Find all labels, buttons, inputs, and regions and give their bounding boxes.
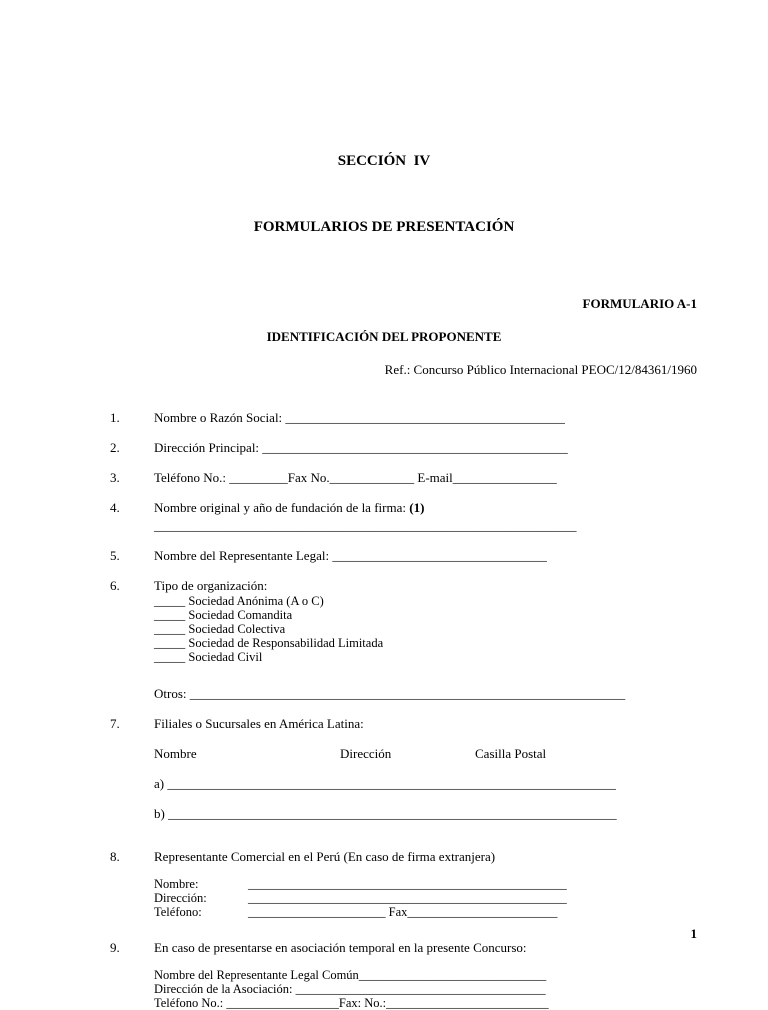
form-item-3 (110, 469, 697, 486)
form-item-8 (110, 848, 697, 919)
item-text: Nombre o Razón Social: ___________________________________________ (154, 410, 565, 425)
form-title: IDENTIFICACIÓN DEL PROPONENTE (266, 329, 502, 344)
item-body (154, 848, 697, 919)
field-row-direccion (154, 891, 697, 905)
form-item-7 (110, 715, 697, 822)
form-number: FORMULARIO A-1 (582, 296, 697, 311)
item-text-footnote-ref: (1) (409, 500, 425, 515)
item-number: 1. (110, 410, 120, 425)
item-number: 5. (110, 548, 120, 563)
form-item-1 (110, 409, 697, 426)
page-number: 1 (690, 926, 697, 941)
item-text: En caso de presentarse en asociación temporal en la presente Concurso: (154, 940, 527, 955)
form-item-6 (110, 577, 697, 702)
field-label: Dirección: (154, 891, 207, 905)
field-line-representante-comun: Nombre del Representante Legal Común______________________________ (154, 968, 547, 982)
column-header-nombre: Nombre (154, 746, 197, 761)
form-item-4 (110, 499, 697, 534)
organization-options (154, 594, 697, 664)
section-title-line1: SECCIÓN IV (337, 153, 431, 169)
reference-line: Ref.: Concurso Público Internacional PEOC/12/84361/1960 (384, 362, 697, 377)
fill-line-b: b) _____________________________________________________________________ (154, 806, 617, 821)
representative-fields (154, 877, 697, 919)
item-number: 6. (110, 578, 120, 593)
field-label: Nombre: (154, 877, 199, 891)
item-number: 8. (110, 849, 120, 864)
field-row-telefono (154, 905, 697, 919)
option-sociedad-responsabilidad-limitada: _____ Sociedad de Responsabilidad Limitada (154, 636, 384, 650)
item-body (154, 939, 697, 1010)
form-item-2 (110, 439, 697, 456)
item-text: Tipo de organización: (154, 578, 268, 593)
form-item-9 (110, 939, 697, 1010)
option-sociedad-comandita: _____ Sociedad Comandita (154, 608, 293, 622)
option-sociedad-colectiva: _____ Sociedad Colectiva (154, 622, 286, 636)
item-number: 4. (110, 500, 120, 515)
item-number: 9. (110, 940, 120, 955)
field-line-direccion-asociacion: Dirección de la Asociación: ________________________________________ (154, 982, 546, 996)
form-item-5 (110, 547, 697, 564)
item-number: 3. (110, 470, 120, 485)
option-sociedad-anonima: _____ Sociedad Anónima (A o C) (154, 594, 324, 608)
section-title-line2: FORMULARIOS DE PRESENTACIÓN (253, 219, 515, 235)
item-text-plain: Nombre original y año de fundación de la firma: (154, 500, 410, 515)
item-text: Representante Comercial en el Perú (En caso de firma extranjera) (154, 849, 496, 864)
fill-line: _________________________________________________________________ (154, 518, 577, 533)
item-body (154, 577, 697, 702)
column-headers (154, 745, 697, 762)
item-text: Nombre del Representante Legal: _________________________________ (154, 548, 547, 563)
field-label: Teléfono: (154, 905, 202, 919)
column-header-casilla-postal: Casilla Postal (475, 746, 547, 761)
item-text (154, 499, 697, 516)
item-body (154, 715, 697, 822)
field-line-telefono-fax: Teléfono No.: __________________Fax: No.:__________________________ (154, 996, 549, 1010)
option-sociedad-civil: _____ Sociedad Civil (154, 650, 263, 664)
section-title (0, 106, 768, 282)
otros-line: Otros: ___________________________________________________________________ (154, 686, 626, 701)
item-text: Dirección Principal: _______________________________________________ (154, 440, 568, 455)
item-text: Teléfono No.: _________Fax No._____________ E-mail________________ (154, 470, 557, 485)
field-fill-line: ___________________________________________________ (248, 891, 567, 905)
item-number: 7. (110, 716, 120, 731)
association-fields (154, 968, 697, 1010)
column-header-direccion: Dirección (340, 746, 392, 761)
field-row-nombre (154, 877, 697, 891)
form-items (110, 409, 697, 1010)
item-body (154, 499, 697, 534)
field-fill-line: ______________________ Fax________________________ (248, 905, 558, 919)
field-fill-line: ___________________________________________________ (248, 877, 567, 891)
item-text: Filiales o Sucursales en América Latina: (154, 716, 364, 731)
fill-line-a: a) _____________________________________________________________________ (154, 776, 616, 791)
item-number: 2. (110, 440, 120, 455)
